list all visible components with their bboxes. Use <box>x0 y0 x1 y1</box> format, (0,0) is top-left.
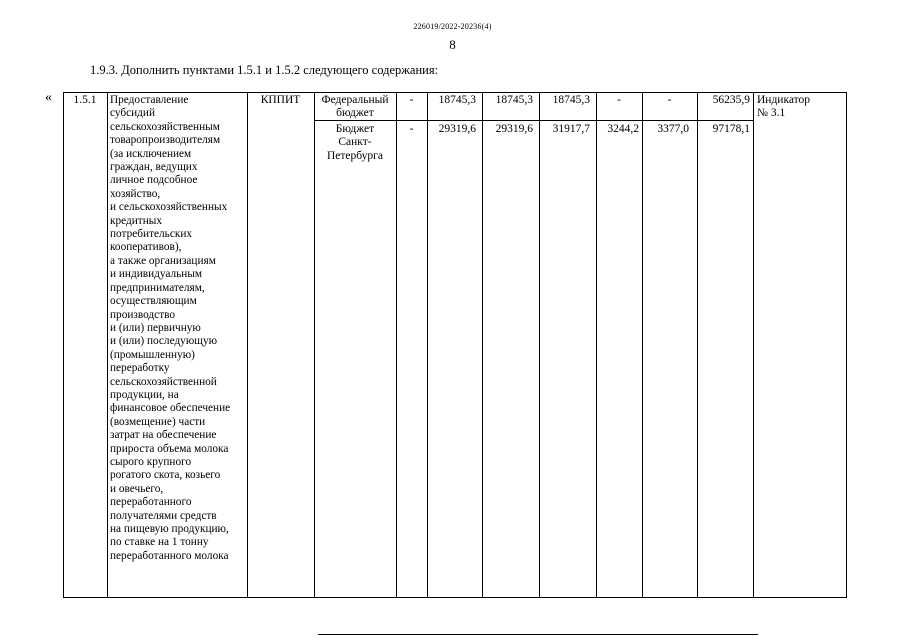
description-line: личное подсобное <box>110 174 198 187</box>
funding-source-line: Федеральный <box>321 94 389 106</box>
funding-value: 3377,0 <box>657 123 689 135</box>
column-divider <box>396 92 397 598</box>
description-line: граждан, ведущих <box>110 161 198 174</box>
indicator-line: № 3.1 <box>757 107 786 120</box>
description-line: потребительских <box>110 228 193 241</box>
description-line: финансовое обеспечение <box>110 402 231 415</box>
funding-source-federal <box>314 94 396 121</box>
description-line: сырого крупного <box>110 455 192 468</box>
description-line: переработанного <box>110 496 192 509</box>
funding-source-line: Санкт- <box>338 136 372 149</box>
description-line: сельскохозяйственной <box>110 375 217 388</box>
description-line: прироста объема молока <box>110 442 229 455</box>
column-divider <box>482 92 483 598</box>
description-line: и сельскохозяйственных <box>110 201 228 214</box>
funding-source-line: Петербурга <box>326 149 384 162</box>
description-line: и индивидуальным <box>110 268 203 281</box>
description-line: кооперативов), <box>110 241 182 254</box>
description-line: производство <box>110 308 176 321</box>
column-divider <box>596 92 597 598</box>
description-line: на пищевую продукцию, <box>110 523 229 535</box>
description-line: переработанного молока <box>110 549 229 562</box>
funding-value: 3244,2 <box>607 123 639 135</box>
funding-value: 31917,7 <box>552 123 590 135</box>
funding-value: 18745,3 <box>552 94 590 106</box>
description-line: хозяйство, <box>110 187 161 200</box>
description-line: получателями средств <box>110 509 217 522</box>
measure-description <box>110 94 248 563</box>
column-divider <box>753 92 754 598</box>
description-line: Предоставление <box>110 94 189 106</box>
funding-value: - <box>409 94 414 106</box>
funding-value: 18745,3 <box>438 94 476 106</box>
funding-source-line: бюджет <box>336 107 374 120</box>
indicator <box>757 94 845 121</box>
column-divider <box>697 92 698 598</box>
description-line: субсидий <box>110 107 156 120</box>
description-line: и овечьего, <box>110 482 164 495</box>
column-divider <box>642 92 643 598</box>
page-number: 8 <box>449 37 456 52</box>
document-id: 226019/2022-20236(4) <box>413 22 492 31</box>
description-line: сельскохозяйственным <box>110 120 220 133</box>
description-line: осуществляющим <box>110 295 197 308</box>
description-line: кредитных <box>110 214 163 227</box>
funding-total: 56235,9 <box>712 94 750 106</box>
description-line: а также организациям <box>110 254 216 267</box>
funding-value: 18745,3 <box>495 94 533 106</box>
description-line: продукции, на <box>110 388 179 401</box>
column-divider <box>107 92 108 598</box>
funding-value: - <box>667 94 672 106</box>
description-line: и (или) последующую <box>110 335 218 348</box>
funding-source-city <box>314 123 396 163</box>
description-line: (возмещение) части <box>110 415 206 428</box>
funding-total: 97178,1 <box>712 123 750 135</box>
column-divider <box>314 92 315 598</box>
description-line: (за исключением <box>110 147 192 160</box>
executor: КППИТ <box>260 94 301 106</box>
opening-quote: « <box>45 90 52 105</box>
description-line: по ставке на 1 тонну <box>110 536 209 549</box>
description-line: (промышленную) <box>110 348 195 361</box>
description-line: переработку <box>110 362 170 375</box>
description-line: предпринимателям, <box>110 281 205 294</box>
funding-value: 29319,6 <box>495 123 533 135</box>
funding-value: - <box>617 94 621 106</box>
column-divider <box>427 92 428 598</box>
column-divider <box>539 92 540 598</box>
intro-text: 1.9.3. Дополнить пунктами 1.5.1 и 1.5.2 следующего содержания: <box>90 63 439 77</box>
footer-divider <box>318 634 758 635</box>
indicator-line: Индикатор <box>757 94 811 106</box>
description-line: товаропроизводителям <box>110 134 221 147</box>
funding-value: - <box>409 123 414 135</box>
funding-source-line: Бюджет <box>335 123 375 135</box>
description-line: рогатого скота, козьего <box>110 469 221 482</box>
description-line: затрат на обеспечение <box>110 429 217 442</box>
row-number: 1.5.1 <box>73 94 97 106</box>
description-line: и (или) первичную <box>110 321 201 334</box>
funding-value: 29319,6 <box>438 123 476 135</box>
